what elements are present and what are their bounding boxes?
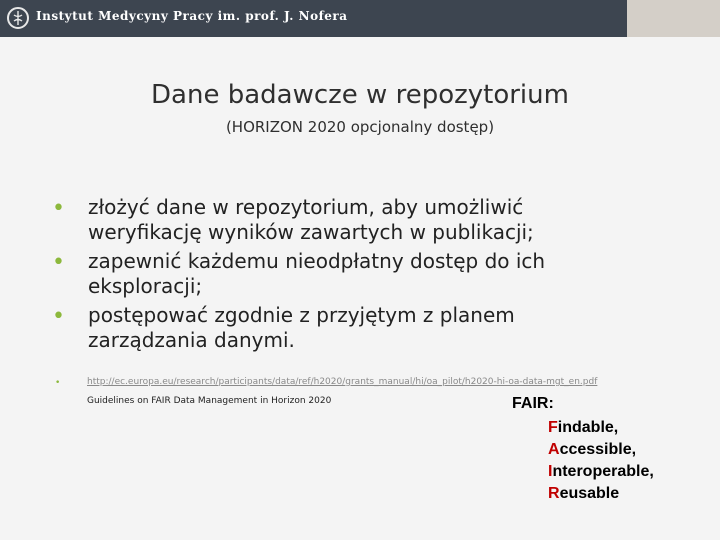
bullet-dot-icon: • [52,304,65,329]
fair-item-accessible [548,439,654,461]
slide-subtitle: (HORIZON 2020 opcjonalny dostęp) [225,118,495,136]
fair-item-reusable [548,483,654,505]
fair-letter: F [548,419,558,436]
bullet-list [52,195,612,357]
fair-word-rest: ccessible, [559,441,637,458]
bullet-text: złożyć dane w repozytorium, aby umożliwić weryfikację wyników zawartych w publikacji; [88,195,534,244]
fair-item-interoperable [548,461,654,483]
bullet-dot-icon: • [52,196,65,221]
fair-word-rest: eusable [559,485,620,502]
fair-title: FAIR: [512,395,554,412]
small-bullet-dot-icon: • [55,378,61,388]
institute-name: Instytut Medycyny Pracy im. prof. J. Nofera [36,9,348,23]
fair-letter: I [548,463,553,480]
bullet-item [52,195,612,245]
bullet-item [52,249,612,299]
fair-word-rest: nteroperable, [552,463,654,480]
fair-list [548,417,654,505]
bullet-item [52,303,612,353]
fair-letter: R [548,485,560,502]
source-link[interactable]: http://ec.europa.eu/research/participants/data/ref/h2020/grants_manual/hi/oa_pilot/h2020-hi-oa-data-mgt_en.pdf [87,377,598,387]
guideline-caption: Guidelines on FAIR Data Management in Horizon 2020 [87,396,332,406]
institute-logo-icon [7,7,29,29]
header-accent-block [627,0,720,37]
fair-word-rest: indable, [557,419,619,436]
header-bar [0,0,720,37]
slide-title: Dane badawcze w repozytorium [151,80,569,110]
fair-item-findable [548,417,654,439]
fair-letter: A [548,441,560,458]
bullet-text: postępować zgodnie z przyjętym z planem zarządzania danymi. [88,303,515,352]
bullet-dot-icon: • [52,250,65,275]
bullet-text: zapewnić każdemu nieodpłatny dostęp do ich eksploracji; [88,249,546,298]
